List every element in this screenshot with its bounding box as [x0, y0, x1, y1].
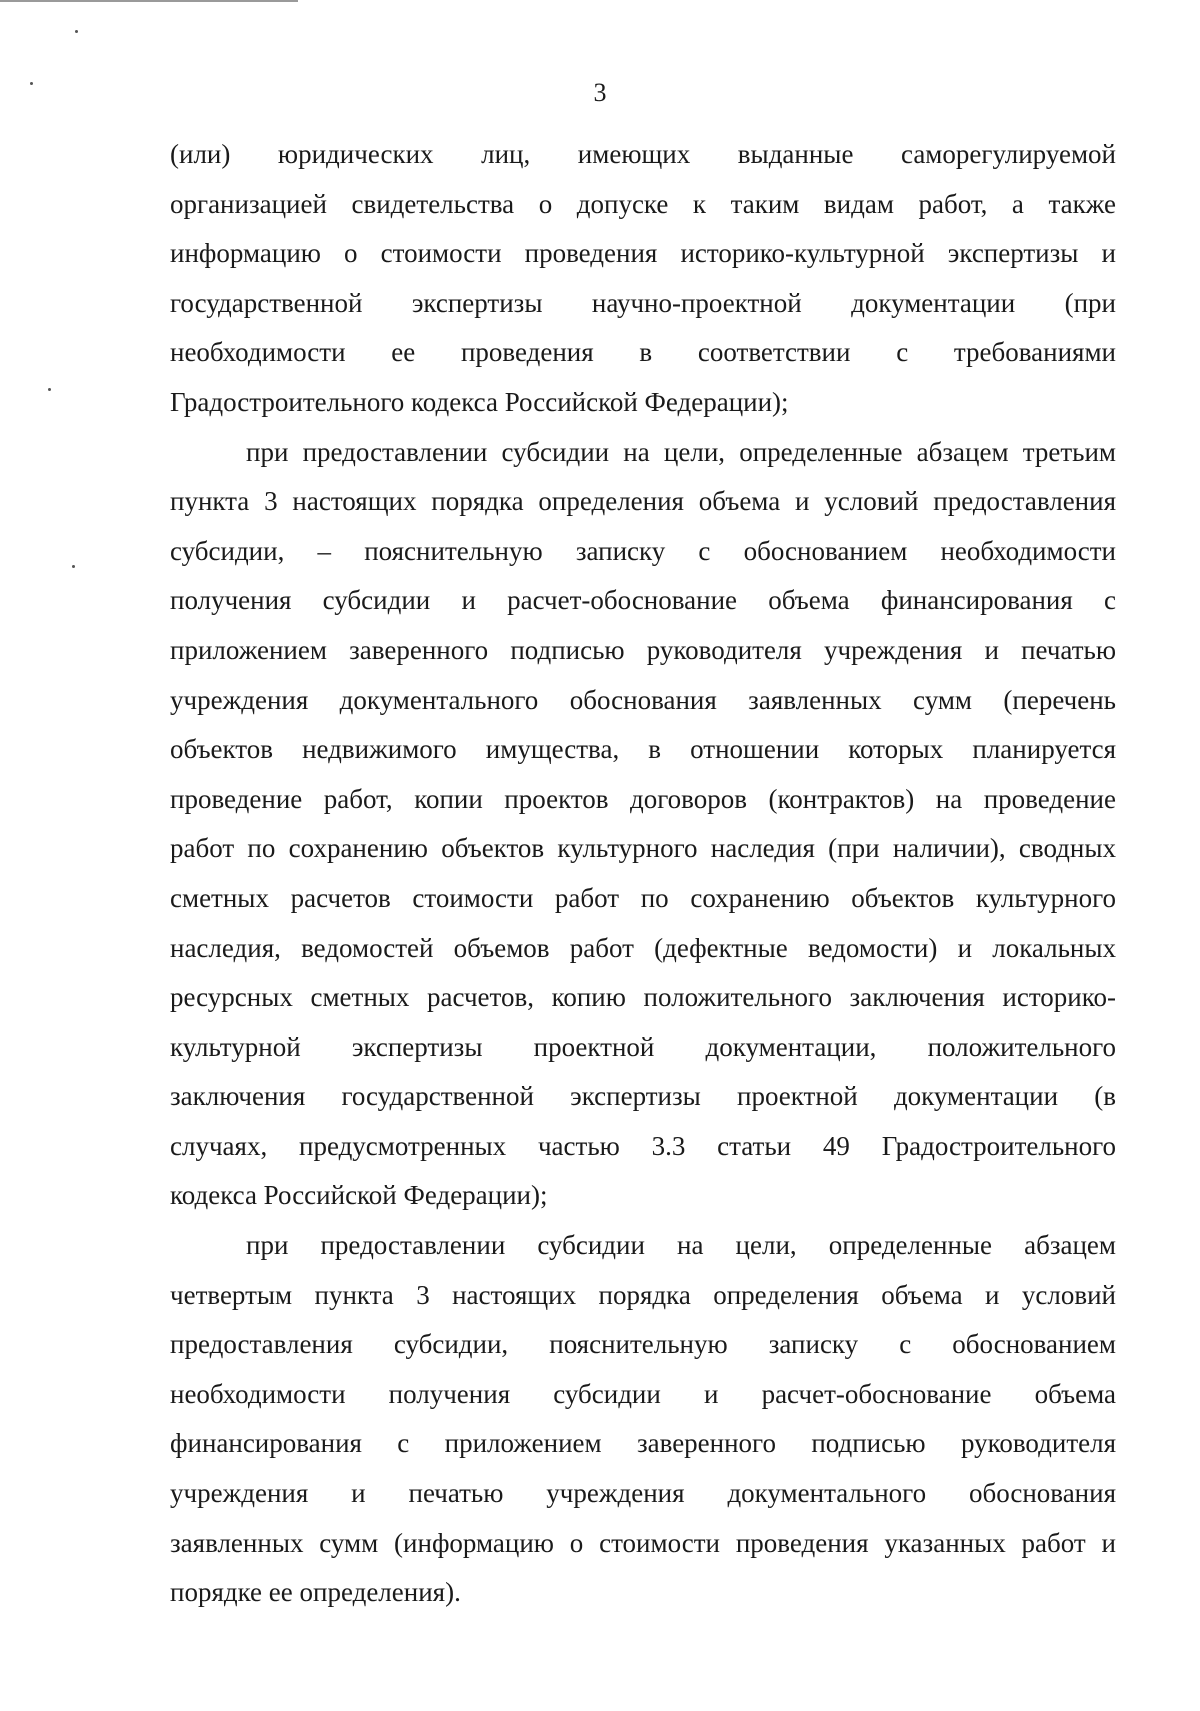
text-line: сметных расчетов стоимости работ по сохранению объектов культурного — [170, 882, 1116, 913]
scan-speck — [72, 565, 75, 568]
text-line: культурной экспертизы проектной документации, положительного — [170, 1031, 1116, 1062]
text-line: государственной экспертизы научно-проектной документации (при — [170, 287, 1116, 318]
text-line: необходимости ее проведения в соответствии с требованиями — [170, 337, 1116, 368]
text-line: (или) юридических лиц, имеющих выданные саморегулируемой — [170, 139, 1116, 169]
text-line: предоставления субсидии, пояснительную записку с обоснованием — [170, 1329, 1116, 1360]
scan-speck — [48, 388, 51, 391]
text-line: Градостроительного кодекса Российской Федерации); — [170, 386, 789, 417]
text-line: случаях, предусмотренных частью 3.3 статьи 49 Градостроительного — [170, 1130, 1116, 1161]
text-line: необходимости получения субсидии и расчет-обоснование объема — [170, 1378, 1116, 1409]
text-line: учреждения документального обоснования заявленных сумм (перечень — [170, 684, 1116, 715]
page-number: 3 — [593, 78, 607, 107]
text-line: кодекса Российской Федерации); — [170, 1180, 548, 1211]
text-line: субсидии, – пояснительную записку с обоснованием необходимости — [170, 535, 1116, 566]
text-line: проведение работ, копии проектов договоров (контрактов) на проведение — [170, 783, 1116, 814]
text-line: приложением заверенного подписью руководителя учреждения и печатью — [170, 634, 1116, 665]
text-line: пункта 3 настоящих порядка определения объема и условий предоставления — [170, 486, 1116, 517]
text-line: наследия, ведомостей объемов работ (дефектные ведомости) и локальных — [170, 932, 1116, 963]
text-line: заключения государственной экспертизы проектной документации (в — [170, 1081, 1116, 1112]
text-line: объектов недвижимого имущества, в отношении которых планируется — [170, 734, 1116, 765]
text-line: получения субсидии и расчет-обоснование объема финансирования с — [170, 585, 1116, 616]
text-line: четвертым пункта 3 настоящих порядка определения объема и условий — [170, 1279, 1116, 1310]
text-line: при предоставлении субсидии на цели, определенные абзацем третьим — [246, 436, 1116, 467]
text-line: учреждения и печатью учреждения документального обоснования — [170, 1478, 1116, 1509]
text-line: организацией свидетельства о допуске к таким видам работ, а также — [170, 188, 1116, 219]
text-line: заявленных сумм (информацию о стоимости проведения указанных работ и — [170, 1527, 1116, 1558]
text-line: информацию о стоимости проведения историко-культурной экспертизы и — [170, 238, 1116, 269]
text-line: порядке ее определения). — [170, 1577, 461, 1608]
text-line: при предоставлении субсидии на цели, определенные абзацем — [246, 1230, 1116, 1261]
text-line: работ по сохранению объектов культурного наследия (при наличии), сводных — [170, 833, 1116, 864]
scan-speck — [75, 30, 78, 33]
text-line: ресурсных сметных расчетов, копию положительного заключения историко- — [170, 982, 1116, 1013]
top-rule — [0, 0, 298, 2]
document-body — [170, 130, 1116, 1618]
text-line: финансирования с приложением заверенного подписью руководителя — [170, 1428, 1116, 1459]
